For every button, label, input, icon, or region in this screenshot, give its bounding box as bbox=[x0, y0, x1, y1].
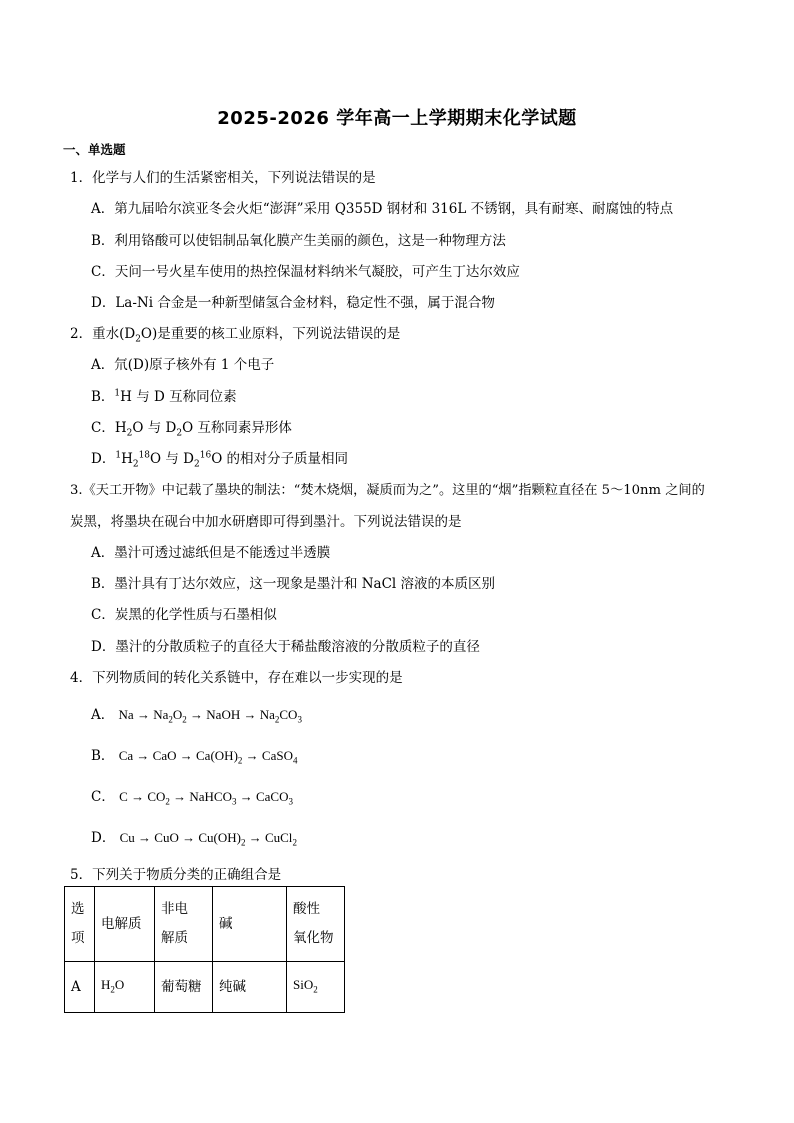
q4-option-d[interactable]: D． Cu → CuO → $Cu(OH)_2$ → CuCl$_2$ bbox=[91, 830, 297, 848]
q4-stem: 4．下列物质间的转化关系链中，存在难以一步实现的是 bbox=[70, 670, 403, 686]
q3-option-a[interactable]: A．墨汁可透过滤纸但是不能透过半透膜 bbox=[91, 545, 331, 561]
classification-table bbox=[64, 886, 345, 1013]
q3-option-d[interactable]: D．墨汁的分散质粒子的直径大于稀盐酸溶液的分散质粒子的直径 bbox=[91, 639, 480, 655]
header-option: 选 项 bbox=[65, 887, 95, 962]
q2-option-b[interactable]: B．$^1$H 与 D 互称同位素 bbox=[91, 388, 237, 405]
header-acidic-oxide: 酸性 氧化物 bbox=[287, 887, 345, 962]
table-header-row bbox=[65, 887, 345, 962]
q3-option-b[interactable]: B．墨汁具有丁达尔效应，这一现象是墨汁和 NaCl 溶液的本质区别 bbox=[91, 576, 496, 592]
q3-stem-line1: 3.《天工开物》中记载了墨块的制法：“焚木烧烟，凝质而为之”。这里的“烟”指颗粒直径在 5～10nm 之间的 bbox=[70, 483, 705, 498]
table-row bbox=[65, 962, 345, 1013]
q1-stem: 1．化学与人们的生活紧密相关，下列说法错误的是 bbox=[70, 170, 376, 186]
q4-option-d-formula: Cu → CuO → $Cu(OH)_2$ → CuCl$_2$ bbox=[119, 830, 297, 848]
q1-option-b[interactable]: B．利用铬酸可以使铝制品氧化膜产生美丽的颜色，这是一种物理方法 bbox=[91, 233, 506, 249]
cell-electrolyte: $H_2O$ bbox=[95, 962, 155, 1013]
q4-option-c[interactable]: C． $C \to CO_2$ → NaHCO$_3$ → CaCO$_3$ bbox=[91, 789, 293, 807]
cell-option: A bbox=[65, 962, 95, 1013]
q4-option-c-formula: $C \to CO_2$ → NaHCO$_3$ → CaCO$_3$ bbox=[119, 789, 293, 807]
q4-option-b[interactable]: B． Ca → CaO → $Ca(OH)_2$ → CaSO$_4$ bbox=[91, 748, 298, 766]
q3-option-c[interactable]: C．炭黑的化学性质与石墨相似 bbox=[91, 607, 277, 623]
q2-option-d[interactable]: D．$^1H_2^{18}O$ 与 $D_2^{16}O$ 的相对分子质量相同 bbox=[91, 450, 349, 470]
q2-option-c[interactable]: C．$H_2O$ 与 $D_2O$ 互称同素异形体 bbox=[91, 420, 292, 439]
q1-option-d[interactable]: D．La-Ni 合金是一种新型储氢合金材料，稳定性不强，属于混合物 bbox=[91, 295, 495, 311]
q4-option-a[interactable]: A． $Na \to Na_2O_2$ → NaOH → $Na_2CO_3$ bbox=[91, 707, 302, 725]
page-title: 2025-2026 学年高一上学期期末化学试题 bbox=[217, 108, 577, 129]
q5-stem: 5．下列关于物质分类的正确组合是 bbox=[70, 867, 282, 883]
q1-option-c[interactable]: C．天问一号火星车使用的热控保温材料纳米气凝胶，可产生丁达尔效应 bbox=[91, 264, 520, 280]
header-non-electrolyte: 非电 解质 bbox=[155, 887, 213, 962]
header-electrolyte: 电解质 bbox=[95, 887, 155, 962]
q4-option-b-formula: Ca → CaO → $Ca(OH)_2$ → CaSO$_4$ bbox=[118, 748, 298, 766]
section-heading: 一、单选题 bbox=[63, 142, 126, 157]
cell-base: 纯碱 bbox=[213, 962, 287, 1013]
q4-option-a-formula: $Na \to Na_2O_2$ → NaOH → $Na_2CO_3$ bbox=[118, 707, 302, 725]
q2-stem: 2．重水$(D_2O)$是重要的核工业原料，下列说法错误的是 bbox=[70, 326, 401, 345]
header-base: 碱 bbox=[213, 887, 287, 962]
cell-non-electrolyte: 葡萄糖 bbox=[155, 962, 213, 1013]
q3-stem-line2: 炭黑，将墨块在砚台中加水研磨即可得到墨汁。下列说法错误的是 bbox=[70, 514, 462, 530]
q1-option-a[interactable]: A．第九届哈尔滨亚冬会火炬“澎湃”采用 Q355D 钢材和 316L 不锈钢，具有耐寒、耐腐蚀的特点 bbox=[91, 201, 674, 217]
q2-option-a[interactable]: A．氘(D)原子核外有 1 个电子 bbox=[91, 357, 275, 373]
cell-acidic-oxide: SiO$_2$ bbox=[287, 962, 345, 1013]
